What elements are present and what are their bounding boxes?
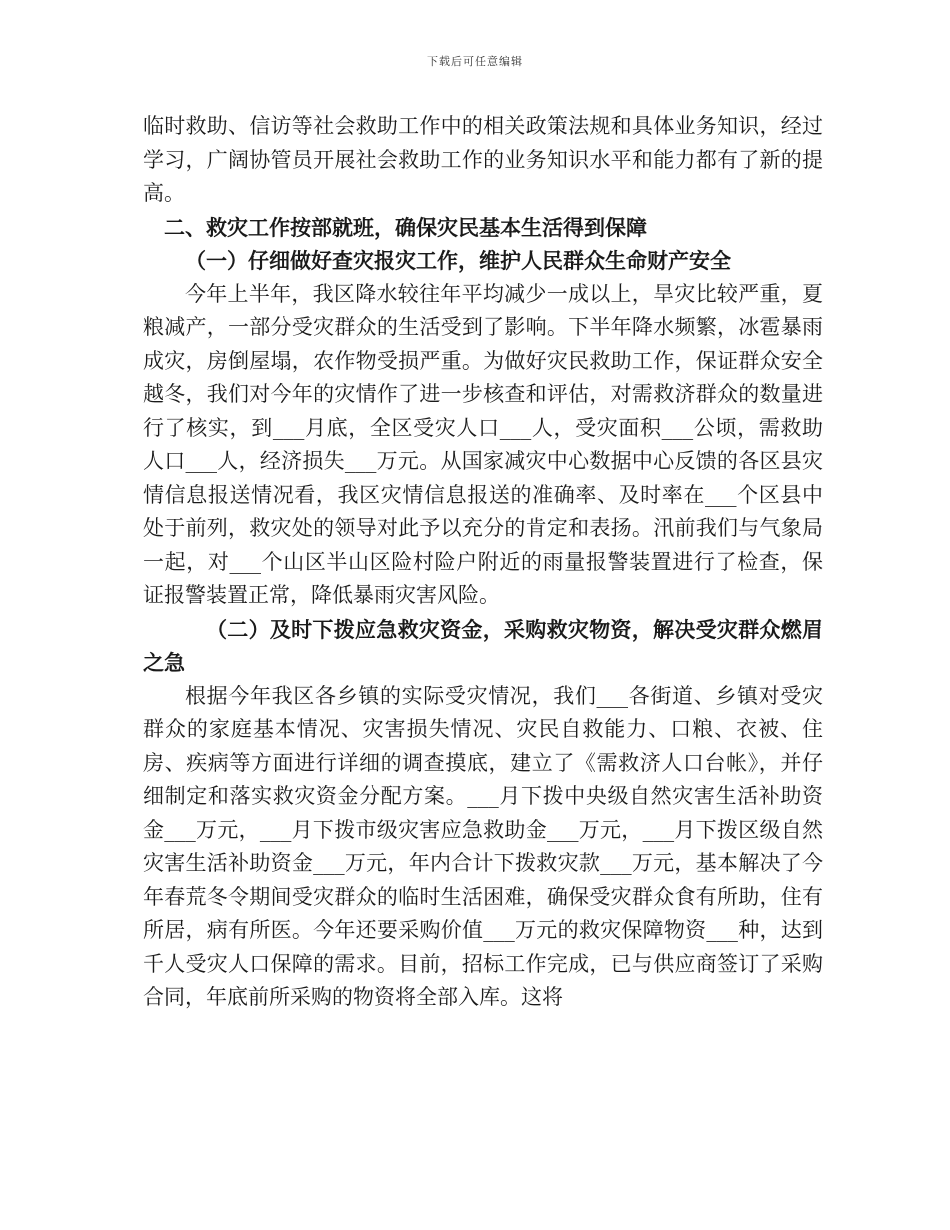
subsection-heading: （一）仔细做好查灾报灾工作，维护人民群众生命财产安全	[185, 248, 731, 273]
document-body	[143, 110, 823, 1015]
subsection-heading: （二）及时下拨应急救灾资金，采购救灾物资，解决受灾群众燃眉之急	[143, 616, 823, 675]
page-header: 下载后可任意编辑	[427, 55, 523, 68]
section-heading: 二、救灾工作按部就班，确保灾民基本生活得到保障	[164, 214, 647, 240]
paragraph-continuation: 临时救助、信访等社会救助工作中的相关政策法规和具体业务知识，经过学习，广阔协管员开展社会救助工作的业务知识水平和能力都有了新的提高。	[143, 114, 823, 205]
paragraph-relief-funds: 根据今年我区各乡镇的实际受灾情况，我们___各街道、乡镇对受灾群众的家庭基本情况、灾害损失情况、灾民自救能力、口粮、衣被、住房、疾病等方面进行详细的调查摸底，建立了《需救济人口台帐》，并仔细制定和落实救灾资金分配方案。___月下拨中央级自然灾害生活补助资金___万元，___月下拨市级灾害应急救助金___万元，___月下拨区级自然灾害生活补助资金___万元，年内合计下拨救灾款___万元，基本解决了今年春荒冬令期间受灾群众的临时生活困难，确保受灾群众食有所助，住有所居，病有所医。今年还要采购价值___万元的救灾保障物资___种，达到千人受灾人口保障的需求。目前，招标工作完成，已与供应商签订了采购合同，年底前所采购的物资将全部入库。这将	[143, 683, 823, 1009]
paragraph-disaster-report: 今年上半年，我区降水较往年平均减少一成以上，旱灾比较严重，夏粮减产，一部分受灾群众的生活受到了影响。下半年降水频繁，冰雹暴雨成灾，房倒屋塌，农作物受损严重。为做好灾民救助工作，保证群众安全越冬，我们对今年的灾情作了进一步核查和评估，对需救济群众的数量进行了核实，到___月底，全区受灾人口___人，受灾面积___公顷，需救助人口___人，经济损失___万元。从国家减灾中心数据中心反馈的各区县灾情信息报送情况看，我区灾情信息报送的准确率、及时率在___个区县中处于前列，救灾处的领导对此予以充分的肯定和表扬。汛前我们与气象局一起，对___个山区半山区险村险户附近的雨量报警装置进行了检查，保证报警装置正常，降低暴雨灾害风险。	[143, 281, 823, 607]
